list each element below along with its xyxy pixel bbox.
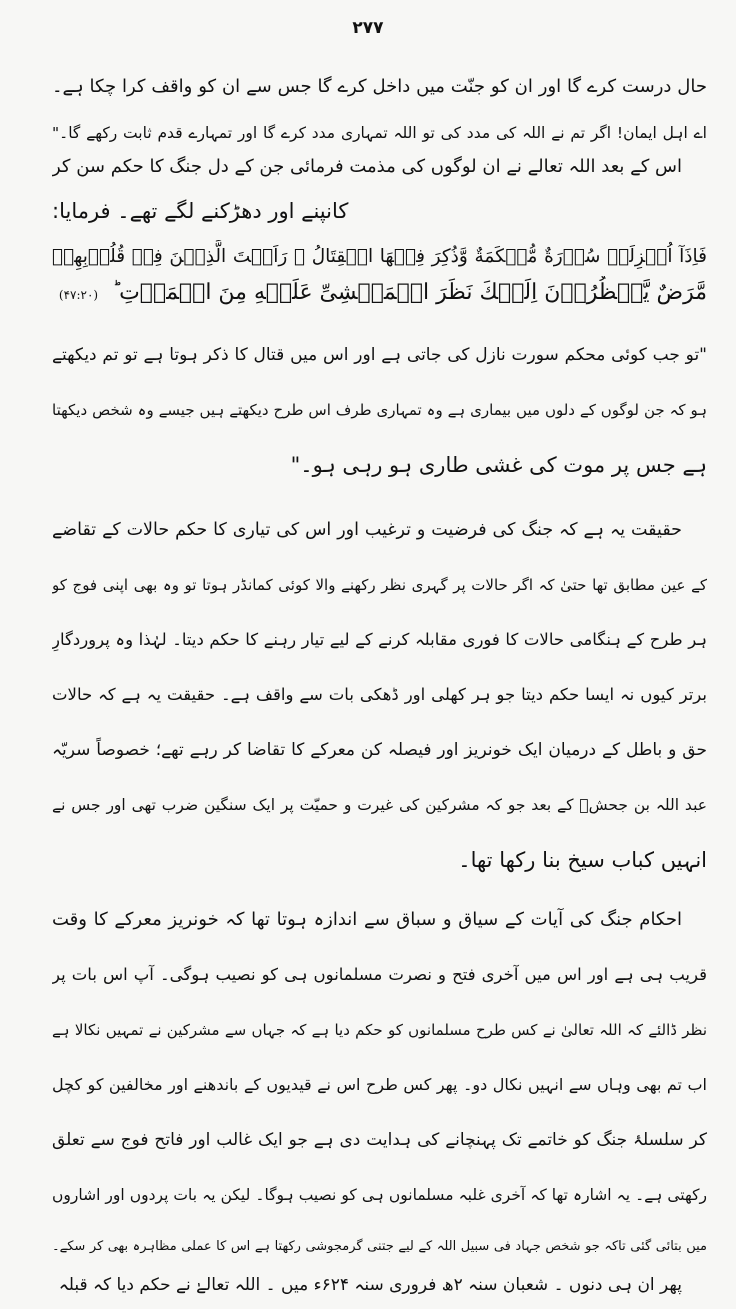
paragraph-line: حق و باطل کے درمیان ایک خونریز اور فیصلہ کن معرکے کا تقاضا کر رہے تھے؛ خصوصاً سریّہ bbox=[52, 740, 707, 760]
paragraph-line: عبد اللہ بن جحشؓ کے بعد جو کہ مشرکین کی غیرت و حمیّت پر ایک سنگین ضرب تھی اور جس نے bbox=[52, 796, 707, 814]
paragraph-line: کر سلسلۂ جنگ کو خاتمے تک پہنچانے کی ہدایت دی ہے جو ایک غالب اور فاتح فوج سے تعلق bbox=[52, 1130, 707, 1150]
quran-verse-text: مَّرَضٌ يَّنۡظُرُوۡنَ اِلَيۡكَ نَظَرَ الۡمَغۡشِىِّ عَلَيۡهِ مِنَ الۡمَوۡتِ ؕ bbox=[112, 280, 707, 305]
page-number: ۲۷۷ bbox=[352, 18, 384, 38]
translation-line: ہو کہ جن لوگوں کے دلوں میں بیماری ہے وہ تمہاری طرف اس طرح دیکھتے ہیں جیسے وہ شخص دیکھتا bbox=[52, 401, 707, 419]
paragraph-line: میں بتائی گئی تاکہ جو شخص جہاد فی سبیل اللہ کے لیے جتنی گرمجوشی رکھتا ہے اس کا عملی مظاہرہ بھی کر سکے۔ bbox=[52, 1239, 707, 1254]
text-line: کانپنے اور دھڑکنے لگے تھے۔ فرمایا: bbox=[52, 199, 349, 223]
text-line: اس کے بعد اللہ تعالے نے ان لوگوں کی مذمت فرمائی جن کے دل جنگ کا حکم سن کر bbox=[52, 156, 682, 177]
paragraph-line: پھر ان ہی دنوں ۔ شعبان سنہ ۲ھ فروری سنہ ۶۲۴ء میں ۔ اللہ تعالےٰ نے حکم دیا کہ قبلہ bbox=[58, 1275, 682, 1295]
translation-line: "تو جب کوئی محکم سورت نازل کی جاتی ہے اور اس میں قتال کا ذکر ہوتا ہے تو تم دیکھتے bbox=[52, 345, 707, 365]
text-line: حال درست کرے گا اور ان کو جنّت میں داخل کرے گا جس سے ان کو واقف کرا چکا ہے۔ bbox=[52, 76, 707, 97]
paragraph-line: رکھتی ہے۔ یہ اشارہ تھا کہ آخری غلبہ مسلمانوں ہی کو نصیب ہوگا۔ لیکن یہ بات پردوں اور اشاروں bbox=[52, 1186, 707, 1204]
text-line: اے اہل ایمان! اگر تم نے اللہ کی مدد کی تو اللہ تمہاری مدد کرے گا اور تمہارے قدم ثابت رکھے گا۔" bbox=[52, 124, 707, 142]
paragraph-line: انہیں کباب سیخ بنا رکھا تھا۔ bbox=[458, 848, 707, 872]
paragraph-line: احکام جنگ کی آیات کے سیاق و سباق سے اندازہ ہوتا تھا کہ خونریز معرکے کا وقت bbox=[52, 909, 682, 930]
quran-verse-line-1: فَاِذَآ اُنۡزِلَتۡ سُوۡرَةٌ مُّحۡكَمَةٌ وَّذُكِرَ فِيۡهَا الۡقِتَالُ ۙ رَاَيۡتَ الَّذِيۡنَ فِىۡ قُلُوۡبِهِمۡ bbox=[52, 246, 707, 267]
paragraph-line: ہر طرح کے ہنگامی حالات کا فوری مقابلہ کرنے کے لیے تیار رہنے کا حکم دیتا۔ لہٰذا وہ پروردگارِ bbox=[52, 630, 707, 649]
paragraph-line: اب تم بھی وہاں سے انہیں نکال دو۔ پھر کس طرح اس نے قیدیوں کے باندھنے اور مخالفین کو کچل bbox=[52, 1075, 707, 1094]
translation-line: ہے جس پر موت کی غشی طاری ہو رہی ہو۔" bbox=[290, 453, 707, 477]
quran-verse-line-2 bbox=[52, 276, 707, 312]
paragraph-line: نظر ڈالئے کہ اللہ تعالیٰ نے کس طرح مسلمانوں کو حکم دیا ہے کہ جہاں سے مشرکین نے تمہیں نکالا ہے bbox=[52, 1021, 707, 1039]
paragraph-line: کے عین مطابق تھا حتیٰ کہ اگر حالات پر گہری نظر رکھنے والا کوئی کمانڈر ہوتا تو وہ بھی اپنی فوج کو bbox=[52, 576, 707, 594]
paragraph-line: حقیقت یہ ہے کہ جنگ کی فرضیت و ترغیب اور اس کی تیاری کا حکم حالات کے تقاضے bbox=[52, 520, 682, 540]
paragraph-line: برتر کیوں نہ ایسا حکم دیتا جو ہر کھلی اور ڈھکی بات سے واقف ہے۔ حقیقت یہ ہے کہ حالات bbox=[52, 685, 707, 704]
paragraph-line: قریب ہی ہے اور اس میں آخری فتح و نصرت مسلمانوں ہی کو نصیب ہوگی۔ آپ اس بات پر bbox=[52, 965, 707, 984]
verse-reference: (۴۷:۲۰) bbox=[58, 288, 99, 302]
